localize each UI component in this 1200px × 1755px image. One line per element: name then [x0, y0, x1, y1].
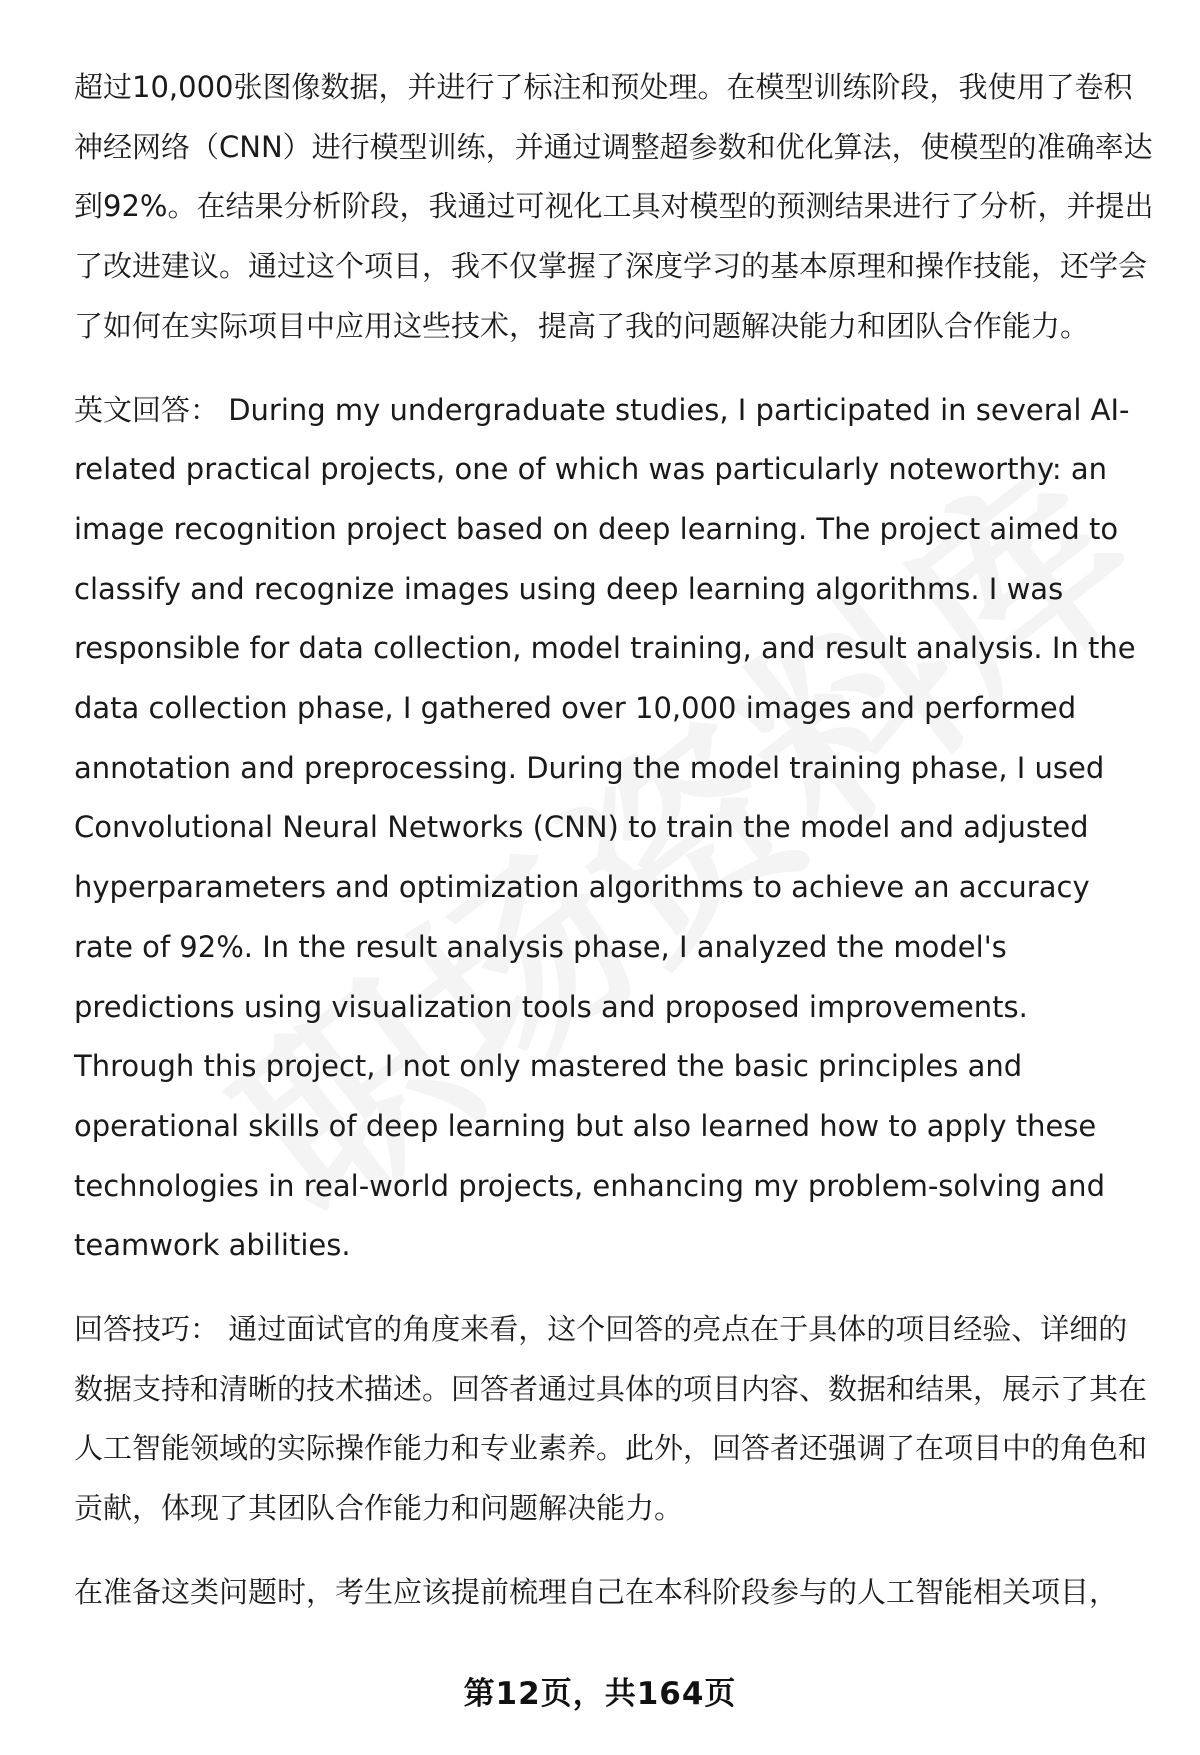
paragraph-answer-tips: 回答技巧： 通过面试官的角度来看，这个回答的亮点在于具体的项目经验、详细的数据支持和清晰的技术描述。回答者通过具体的项目内容、数据和结果，展示了其在人工智能领域的实际操作能力和专业素养。此外，回答者还强调了在项目中的角色和贡献，体现了其团队合作能力和问题解决能力。 — [74, 1312, 1148, 1526]
document-body — [74, 58, 1154, 1623]
paragraph-english-answer: 英文回答： During my undergraduate studies, I participated in several AI-related practical projects, one of which was particularly noteworthy: an image recognition project based on deep learning. The project aimed to classify and recognize images using deep learning algorithms. I was responsible for data collection, model training, and result analysis. In the data collection phase, I gathered over 10,000 images and performed annotation and preprocessing. During the model training phase, I used Convolutional Neural Networks (CNN) to train the model and adjusted hyperparameters and optimization algorithms to achieve an accuracy rate of 92%. In the result analysis phase, I analyzed the model's predictions using visualization tools and proposed improvements. Through this project, I not only mastered the basic principles and operational skills of deep learning but also learned how to apply these technologies in real-world projects, enhancing my problem-solving and teamwork abilities. — [74, 392, 1136, 1263]
paragraph-preparation: 在准备这类问题时，考生应该提前梳理自己在本科阶段参与的人工智能相关项目， — [74, 1574, 1119, 1609]
paragraph-chinese-answer-end: 超过10,000张图像数据，并进行了标注和预处理。在模型训练阶段，我使用了卷积神经网络（CNN）进行模型训练，并通过调整超参数和优化算法，使模型的准确率达到92%。在结果分析阶段，我通过可视化工具对模型的预测结果进行了分析，并提出了改进建议。通过这个项目，我不仅掌握了深度学习的基本原理和操作技能，还学会了如何在实际项目中应用这些技术，提高了我的问题解决能力和团队合作能力。 — [74, 70, 1154, 343]
page-number: 第12页，共164页 — [463, 1676, 737, 1712]
